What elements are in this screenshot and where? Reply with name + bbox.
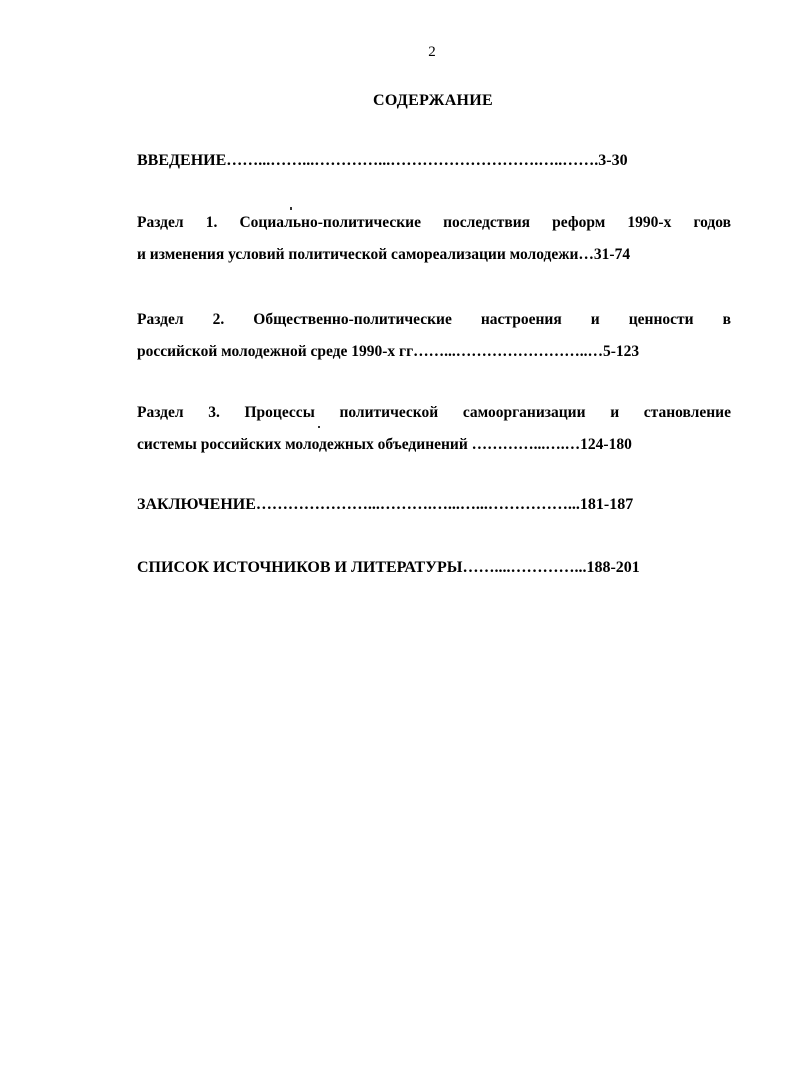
toc-entry-introduction: ВВЕДЕНИЕ……...……...…………...……………………….…..…….3-30: [137, 152, 628, 169]
toc-entry-references: СПИСОК ИСТОЧНИКОВ И ЛИТЕРАТУРЫ……....…………...188-201: [137, 559, 640, 576]
page-number: 2: [428, 44, 436, 60]
toc-entry-section-3-line-1: Раздел 3. Процессы политической самоорганизации и становление: [137, 404, 731, 421]
toc-entry-section-2-line-2: российской молодежной среде 1990-х гг……...……………………..…5-123: [137, 343, 640, 360]
scan-artifact-mark: [318, 426, 320, 428]
toc-entry-section-3-line-2: системы российских молодежных объединений …………...….…124-180: [137, 436, 632, 453]
toc-entry-section-1-line-2: и изменения условий политической самореализации молодежи…31-74: [137, 246, 631, 263]
document-title: СОДЕРЖАНИЕ: [372, 92, 494, 109]
toc-entry-section-2-line-1: Раздел 2. Общественно-политические настроения и ценности в: [137, 311, 731, 328]
scan-artifact-mark: [290, 207, 292, 210]
toc-entry-conclusion: ЗАКЛЮЧЕНИЕ…………………...……….…...…...……………...181-187: [137, 496, 634, 513]
toc-entry-section-1-line-1: Раздел 1. Социально-политические последствия реформ 1990-х годов: [137, 214, 731, 231]
